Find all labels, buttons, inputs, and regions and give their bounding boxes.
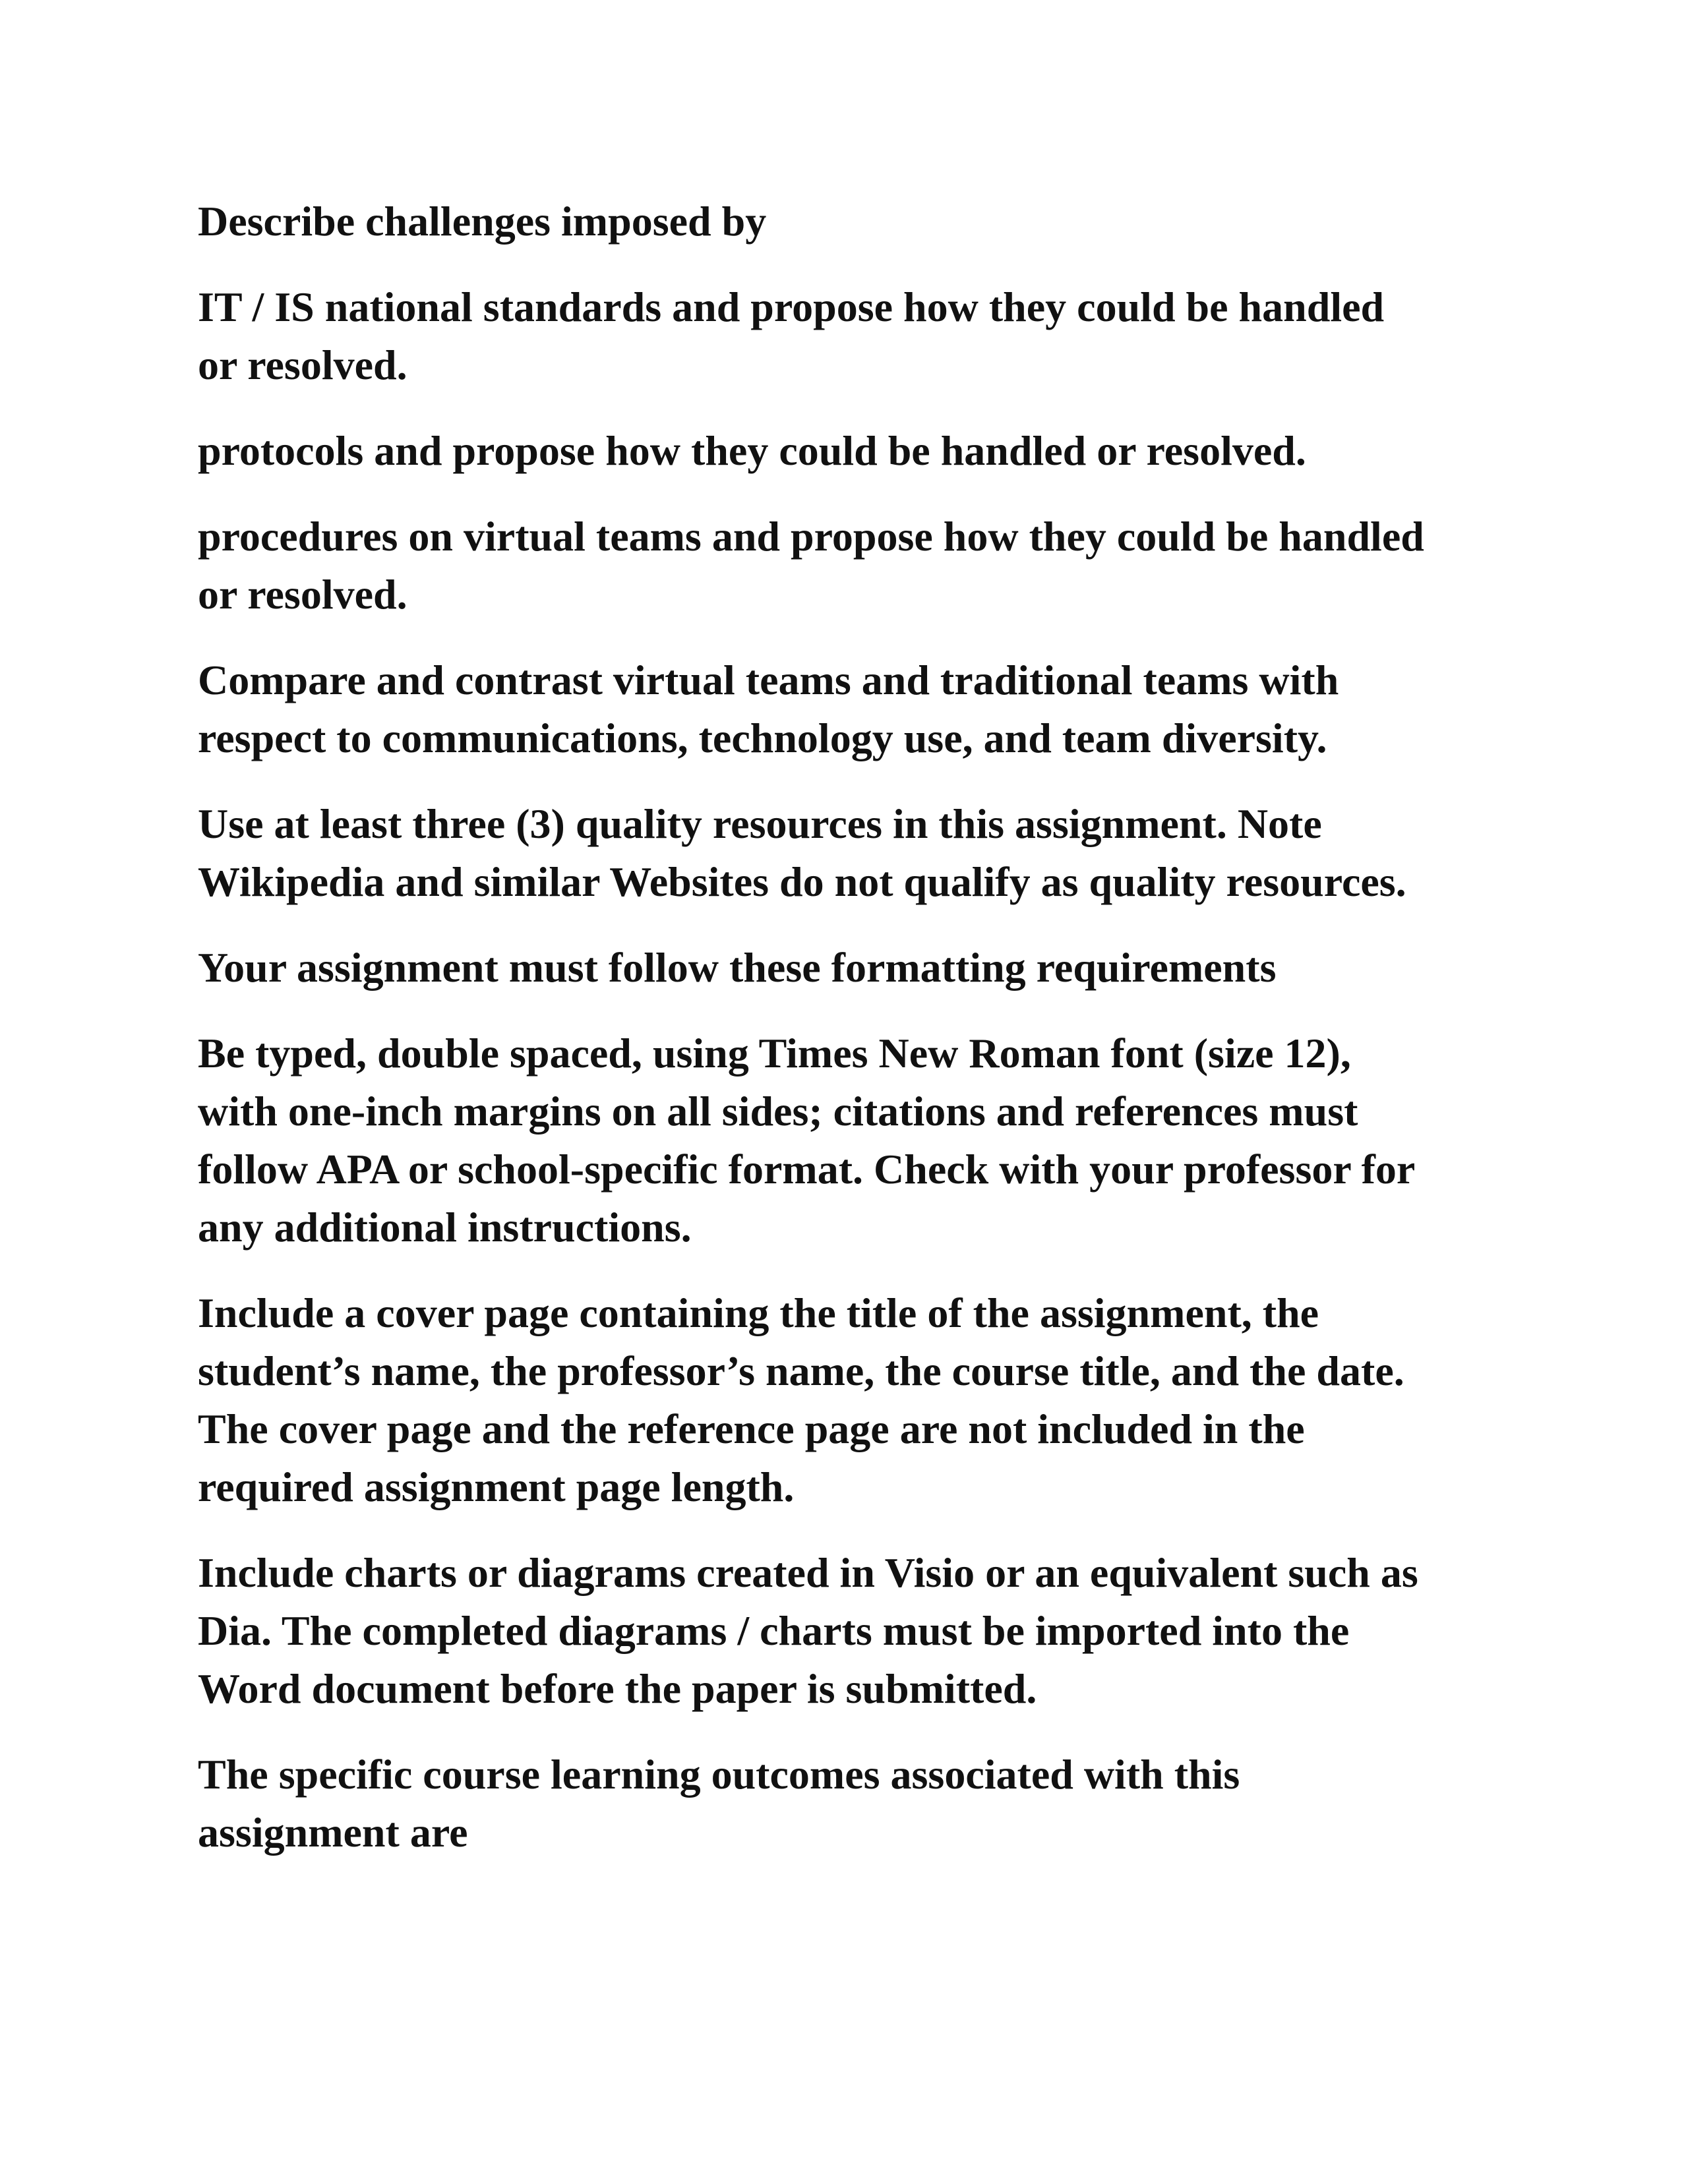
paragraph-resources bbox=[198, 795, 1490, 911]
text-line: Dia. The completed diagrams / charts must be imported into the bbox=[198, 1607, 1350, 1654]
paragraph-formatting-heading bbox=[198, 939, 1490, 997]
text-line: procedures on virtual teams and propose how they could be handled bbox=[198, 513, 1424, 560]
text-line: assignment are bbox=[198, 1809, 468, 1856]
text-line: Include charts or diagrams created in Visio or an equivalent such as bbox=[198, 1549, 1418, 1596]
paragraph-charts bbox=[198, 1544, 1490, 1718]
text-line: The cover page and the reference page are not included in the bbox=[198, 1405, 1305, 1452]
text-line: respect to communications, technology use, and team diversity. bbox=[198, 715, 1327, 761]
paragraph-intro bbox=[198, 192, 1490, 251]
text-line: Use at least three (3) quality resources in this assignment. Note bbox=[198, 800, 1322, 847]
paragraph-protocols bbox=[198, 422, 1490, 480]
document-body bbox=[198, 192, 1490, 1889]
paragraph-standards bbox=[198, 278, 1490, 394]
text-line: protocols and propose how they could be handled or resolved. bbox=[198, 427, 1306, 474]
text-line: required assignment page length. bbox=[198, 1463, 795, 1510]
text-line: Describe challenges imposed by bbox=[198, 198, 767, 245]
text-line: any additional instructions. bbox=[198, 1204, 692, 1251]
paragraph-procedures bbox=[198, 508, 1490, 624]
paragraph-cover-page bbox=[198, 1284, 1490, 1516]
text-line: or resolved. bbox=[198, 571, 407, 618]
text-line: follow APA or school-specific format. Check with your professor for bbox=[198, 1146, 1416, 1193]
paragraph-outcomes bbox=[198, 1746, 1490, 1862]
text-line: IT / IS national standards and propose how they could be handled bbox=[198, 283, 1385, 330]
text-line: student’s name, the professor’s name, the course title, and the date. bbox=[198, 1347, 1404, 1394]
text-line: Word document before the paper is submitted. bbox=[198, 1665, 1037, 1712]
paragraph-compare bbox=[198, 651, 1490, 767]
text-line: or resolved. bbox=[198, 341, 407, 388]
text-line: with one-inch margins on all sides; citations and references must bbox=[198, 1088, 1358, 1135]
paragraph-typing-requirements bbox=[198, 1024, 1490, 1256]
text-line: The specific course learning outcomes associated with this bbox=[198, 1751, 1240, 1798]
text-line: Compare and contrast virtual teams and traditional teams with bbox=[198, 657, 1339, 703]
text-line: Wikipedia and similar Websites do not qualify as quality resources. bbox=[198, 858, 1406, 905]
text-line: Your assignment must follow these formatting requirements bbox=[198, 944, 1277, 991]
text-line: Include a cover page containing the title of the assignment, the bbox=[198, 1289, 1319, 1336]
text-line: Be typed, double spaced, using Times New Roman font (size 12), bbox=[198, 1030, 1351, 1077]
